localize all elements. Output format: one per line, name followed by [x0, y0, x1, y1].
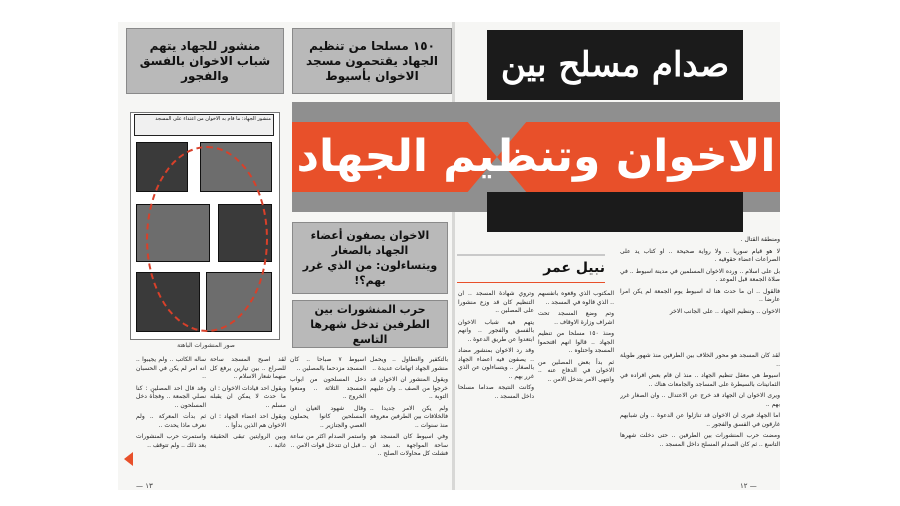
column-middle-left: وتروي شهادة المسجد .. ان التنظيم كان قد وزع منشورا على المصلين .. يتهم فيه شباب الاخوان بالفسق والفجور .. وانهم ابتعدوا عن طريق الدعوة .. وقد رد الاخوان بمنشور مضاد .. يصفون فيه اعضاء الجهاد بالصغار .. ويتساءلون عن الذي غرر بهم .. وكانت النتيجة صداما مسلحا داخل المسجد ..	[458, 290, 534, 400]
column-right-top: ومنطقة القتال . لا هو قيام سوريا .. ولا رواية صحيحة .. او كتاب يد على الصراعات اعضاء حقوقيه . بل على اسلام .. ورده الاخوان المسلمين في مدينة اسيوط .. في صلاة الجمعة قبل الموعد . فالقول .. ان ما حدث هنا له اسيوط يوم الجمعة لم يكن امرا عارضا .. الاخوان .. وتنظيم الجهاد .. على الجانب الاخر	[620, 236, 780, 315]
headline-box-pamphlet: منشور للجهاد يتهم شباب الاخوان بالفسق والفجور	[126, 28, 284, 94]
headline-box-brotherhood-reply: الاخوان يصفون أعضاء الجهاد بالصغار ويتساءلون: من الذي غرر بهم؟!	[292, 222, 448, 294]
continue-arrow-icon	[124, 452, 133, 466]
masthead-main-line: الاخوان وتنظيم الجهاد	[296, 131, 776, 182]
column-middle-right: المكتوب الذي وقعوه بأنفسهم .. الذي قالوه في المسجد .. وتم وضع المسجد تحت اشراف وزارة الاوقاف .. ومنذ ١٥٠ مسلحا من تنظيم الجهاد .. قالوا انهم اقتحموا المسجد واحتلوه .. ثم بدأ بعض المصلين من الاخوان في الدفاع عنه .. وانتهى الامر بتدخل الامن ..	[538, 290, 614, 383]
column-left-a: بالتكفير والتطاول .. ويحمل منشور الجهاد اتهامات عديدة .. ويقول المنشور ان الاخوان قد خرجوا من الصف .. وان عليهم التوبة .. ولم يكن الامر جديدا .. فالخلافات بين الطرفين معروفة منذ سنوات .. وفي اسيوط كان المسجد هو ساحة المواجهة .. بعد ان فشلت كل محاولات الصلح ..	[370, 356, 448, 457]
page-number-left: ١٣ —	[136, 482, 153, 490]
column-left-b: اسيوط ٧ صباحا .. كان المسجد مزدحما بالمصلين .. دخل المسلحون من ابواب المسجد الثلاثة .. ومنعوا الخروج .. وقال شهود العيان ان المسلحين كانوا يحملون العصي والجنازير .. واستمر الصدام اكثر من ساعة .. قبل ان تتدخل قوات الامن ..	[290, 356, 366, 449]
headline-box-armed-raid: ١٥٠ مسلحا من تنظيم الجهاد يقتحمون مسجد الاخوان بأسيوط	[292, 28, 452, 94]
page-gutter	[452, 22, 455, 490]
masthead-bottom-dark	[487, 192, 743, 232]
route-circle-annotation	[146, 146, 268, 332]
photo-banner: منشور الجهاد: ما قام به الاخوان من اعتداء على المسجد	[134, 114, 274, 136]
byline-rule	[457, 254, 605, 256]
byline: نبيل عمر	[457, 260, 605, 283]
masthead-top-line: صدام مسلح بين	[487, 30, 743, 100]
column-right-bottom: لقد كان المسجد هو محور الخلاف بين الطرفين منذ شهور طويلة .. اسيوط هي معقل تنظيم الجهاد .. منذ ان قام بعض افراده في الثمانينات بالسيطرة على المساجد والجامعات هناك .. ويرى الاخوان ان الجهاد قد خرج عن الاعتدال .. وان الصغار غرر بهم .. اما الجهاد فيرى ان الاخوان قد تنازلوا عن الدعوة .. وان شبابهم غارقون في الفسق والفجور .. ومضت حرب المنشورات بين الطرفين .. حتى دخلت شهرها التاسع .. ثم كان الصدام المسلح داخل المسجد ..	[620, 352, 780, 448]
column-left-d: سأله الكاتب .. ولم يجيبوا .. انه امر لم يكن في الحسبان .. وقد قال احد المصلين : كنا نصلي الجمعة .. وفجأة دخل المسلحون .. ثم بدأت المعركة .. ولم نعرف ماذا يحدث .. واستمرت حرب المنشورات بعد ذلك .. ولم تتوقف ..	[136, 356, 206, 449]
photo-caption: صور المنشورات الباهتة	[177, 342, 235, 349]
column-left-c: لقد اصبح المسجد ساحة للصراع .. بين تيارين يرفع كل منهما شعار الاسلام .. ويقول احد قيادات الاخوان : ان ما حدث لا يمكن ان يقبله مسلم .. ويقول احد اعضاء الجهاد : ان الاخوان هم الذين بدأوا .. وبين الروايتين تبقى الحقيقة غائبة ..	[210, 356, 286, 449]
headline-box-pamphlet-war: حرب المنشورات بين الطرفين تدخل شهرها التاسع	[292, 300, 448, 348]
page-number-right: — ١٢	[740, 482, 757, 490]
